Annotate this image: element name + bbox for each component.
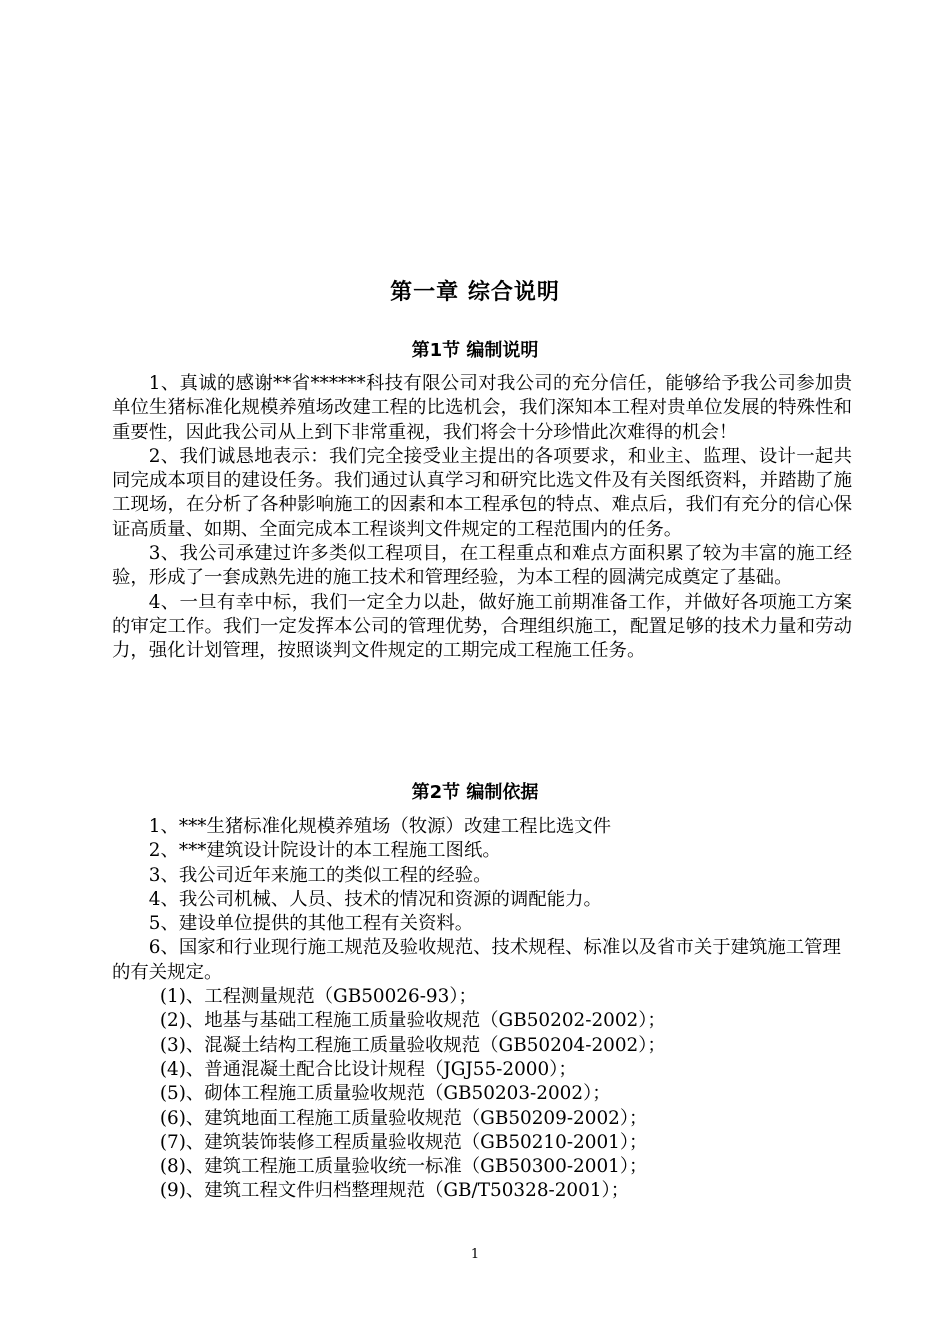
standard-item: (1)、工程测量规范（GB50026-93）； xyxy=(159,986,477,1008)
list-item: 2、***建筑设计院设计的本工程施工图纸。 xyxy=(148,840,501,862)
standard-item: (5)、砌体工程施工质量验收规范（GB50203-2002）； xyxy=(159,1083,611,1105)
list-item: 4、我公司机械、人员、技术的情况和资源的调配能力。 xyxy=(148,888,602,910)
paragraph: 1、真诚的感谢**省******科技有限公司对我公司的充分信任，能够给予我公司参加贵单位生猪标准化规模养殖场改建工程的比选机会，我们深知本工程对贵单位发展的特殊性和重要性，因此我公司从上到下非常重视，我们将会十分珍惜此次难得的机会！ xyxy=(112,373,852,443)
standard-item: (2)、地基与基础工程施工质量验收规范（GB50202-2002）； xyxy=(159,1010,666,1032)
chapter-title: 第一章 综合说明 xyxy=(390,280,560,305)
standard-item: (4)、普通混凝土配合比设计规程（JGJ55-2000）； xyxy=(159,1058,577,1080)
paragraph: 4、一旦有幸中标，我们一定全力以赴，做好施工前期准备工作，并做好各项施工方案的审定工作。我们一定发挥本公司的管理优势，合理组织施工，配置足够的技术力量和劳动力，强化计划管理，按照谈判文件规定的工期完成工程施工任务。 xyxy=(112,591,852,662)
standard-item: (3)、混凝土结构工程施工质量验收规范（GB50204-2002）； xyxy=(159,1034,666,1056)
list-item: 3、我公司近年来施工的类似工程的经验。 xyxy=(148,864,492,886)
section-title-compilation-notes: 第1节 编制说明 xyxy=(411,340,539,361)
list-item: 6、国家和行业现行施工规范及验收规范、技术规程、标准以及省市关于建筑施工管理的有关规定。 xyxy=(112,937,841,983)
list-item: 5、建设单位提供的其他工程有关资料。 xyxy=(148,913,474,935)
section-title-compilation-basis: 第2节 编制依据 xyxy=(411,782,539,803)
standard-item: (7)、建筑装饰装修工程质量验收规范（GB50210-2001）； xyxy=(159,1131,648,1153)
standard-item: (9)、建筑工程文件归档整理规范（GB/T50328-2001）； xyxy=(159,1180,630,1202)
paragraph: 3、我公司承建过许多类似工程项目，在工程重点和难点方面积累了较为丰富的施工经验，形成了一套成熟先进的施工技术和管理经验，为本工程的圆满完成奠定了基础。 xyxy=(112,543,852,589)
page-number: 1 xyxy=(470,1247,480,1262)
paragraph: 2、我们诚恳地表示：我们完全接受业主提出的各项要求，和业主、监理、设计一起共同完成本项目的建设任务。我们通过认真学习和研究比选文件及有关图纸资料，并踏勘了施工现场，在分析了各种影响施工的因素和本工程承包的特点、难点后，我们有充分的信心保证高质量、如期、全面完成本工程谈判文件规定的工程范围内的任务。 xyxy=(112,445,852,540)
section-body-compilation-basis xyxy=(112,815,852,1204)
section-body-compilation-notes xyxy=(112,372,852,664)
list-item: 1、***生猪标准化规模养殖场（牧源）改建工程比选文件 xyxy=(148,816,612,837)
standard-item: (6)、建筑地面工程施工质量验收规范（GB50209-2002）； xyxy=(159,1107,648,1129)
standard-item: (8)、建筑工程施工质量验收统一标准（GB50300-2001）； xyxy=(159,1156,648,1178)
